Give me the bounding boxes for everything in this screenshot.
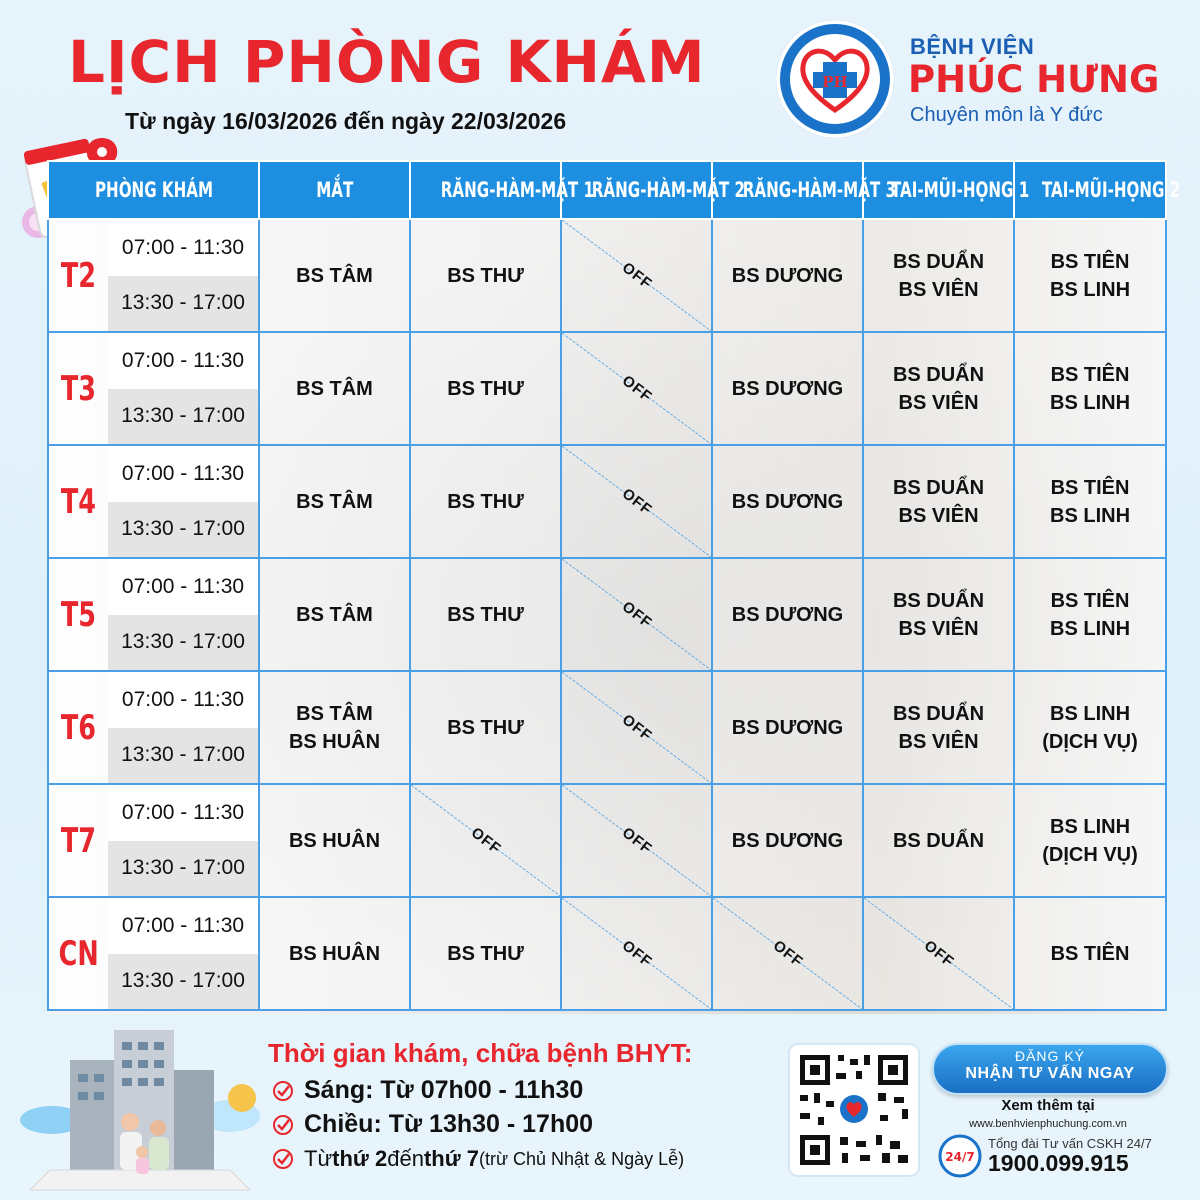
time-slots [108,445,259,558]
table-row [48,332,1166,445]
doctor-cell [712,445,863,558]
bhyt-days-from: Từ [304,1146,333,1171]
see-more-label: Xem thêm tại [1001,1097,1095,1114]
doctor-cell [712,332,863,445]
column-header-clinic: PHÒNG KHÁM [48,161,259,219]
afternoon-slot: 13:30 - 17:00 [108,389,258,445]
doctor-name: BS HUÂN [288,730,381,753]
doctor-name: BS LINH [1050,815,1131,838]
morning-slot: 07:00 - 11:30 [108,785,258,841]
off-label: OFF [618,484,655,519]
doctor-name: BS LINH [1050,504,1131,527]
doctor-name: BS VIÊN [898,391,979,414]
afternoon-slot: 13:30 - 17:00 [108,841,258,897]
doctor-name: BS TÂM [296,702,373,725]
doctor-name: BS TIÊN [1050,363,1130,386]
hotline-24-7-icon [938,1134,982,1178]
off-label: OFF [618,371,655,406]
doctor-cell [1014,784,1166,897]
doctor-cell [863,784,1014,897]
doctor-name: BS DUẨN [892,829,985,852]
website-link[interactable]: www.benhvienphuchung.com.vn [969,1118,1127,1130]
off-cell [561,332,712,445]
logo-emblem [776,20,894,138]
logo-line2: PHÚC HƯNG [908,58,1160,101]
doctor-cell [259,671,410,784]
afternoon-slot: 13:30 - 17:00 [108,502,258,558]
doctor-name: BS HUÂN [288,942,381,965]
doctor-name: BS DƯƠNG [731,716,844,739]
doctor-name: BS TIÊN [1050,942,1130,965]
doctor-name: BS TÂM [296,490,373,513]
column-header: RĂNG-HÀM-MẶT 3 [712,161,863,219]
off-cell [561,558,712,671]
doctor-name: BS THƯ [447,264,524,287]
check-circle-icon [272,1114,294,1136]
doctor-name: BS LINH [1050,278,1131,301]
bhyt-morning-value: Từ 07h00 - 11h30 [380,1076,584,1104]
schedule-table [47,160,1181,1014]
off-label: OFF [618,597,655,632]
off-cell [561,445,712,558]
doctor-name: BS TIÊN [1050,589,1130,612]
afternoon-slot: 13:30 - 17:00 [108,728,258,784]
time-slots [108,671,259,784]
logo-tagline: Chuyên môn là Y đức [910,104,1103,126]
off-label: OFF [920,936,957,971]
hotline-number[interactable]: 1900.099.915 [988,1150,1129,1176]
register-label: ĐĂNG KÝ [1014,1048,1085,1064]
day-label: T7 [48,784,108,897]
doctor-name: BS THƯ [447,490,524,513]
morning-slot: 07:00 - 11:30 [108,559,258,615]
doctor-cell [712,671,863,784]
bhyt-days-end: thứ 7 [423,1146,479,1171]
doctor-name: BS DUẨN [892,250,985,273]
doctor-cell [259,558,410,671]
time-slots [108,897,259,1010]
doctor-cell [712,784,863,897]
table-row [48,558,1166,671]
heart-cross-icon [796,40,874,118]
bhyt-days-start: thứ 2 [332,1146,388,1171]
off-cell [561,219,712,332]
doctor-cell [863,558,1014,671]
doctor-name: BS LINH [1050,617,1131,640]
doctor-cell [259,897,410,1010]
column-header: RĂNG-HÀM-MẶT 1 [410,161,561,219]
doctor-name: (DỊCH VỤ) [1042,730,1138,753]
time-slots [108,558,259,671]
day-label: T6 [48,671,108,784]
doctor-name: BS TIÊN [1050,250,1130,273]
morning-slot: 07:00 - 11:30 [108,898,258,954]
bhyt-morning-label: Sáng: [304,1076,374,1104]
doctor-name: BS VIÊN [898,504,979,527]
doctor-name: BS DƯƠNG [731,603,844,626]
off-label: OFF [618,710,655,745]
doctor-cell [1014,332,1166,445]
table-row [48,897,1166,1010]
morning-slot: 07:00 - 11:30 [108,333,258,389]
doctor-cell [712,558,863,671]
morning-slot: 07:00 - 11:30 [108,446,258,502]
doctor-name: BS THƯ [447,942,524,965]
time-slots [108,332,259,445]
doctor-cell [259,445,410,558]
off-cell [561,784,712,897]
doctor-cell [410,897,561,1010]
hospital-logo [776,20,1176,140]
doctor-cell [863,671,1014,784]
doctor-name: BS TÂM [296,377,373,400]
doctor-name: BS LINH [1050,391,1131,414]
bhyt-afternoon [272,1110,593,1139]
qr-code[interactable] [788,1043,920,1177]
day-label: T2 [48,219,108,332]
doctor-cell [712,219,863,332]
logo-line1: BỆNH VIỆN [910,34,1035,59]
doctor-cell [863,332,1014,445]
bhyt-afternoon-value: Từ 13h30 - 17h00 [388,1110,594,1138]
afternoon-slot: 13:30 - 17:00 [108,615,258,671]
doctor-cell [1014,445,1166,558]
doctor-name: BS THƯ [447,716,524,739]
doctor-cell [410,445,561,558]
day-label: CN [48,897,108,1010]
off-cell [863,897,1014,1010]
table-row [48,445,1166,558]
hospital-building-illustration [10,1020,265,1195]
date-range: Từ ngày 16/03/2026 đến ngày 22/03/2026 [125,108,567,134]
table-row [48,671,1166,784]
bhyt-afternoon-label: Chiều: [304,1110,382,1138]
doctor-name: BS LINH [1050,702,1131,725]
column-header: MẮT [259,161,410,219]
time-slots [108,219,259,332]
doctor-name: BS THƯ [447,377,524,400]
doctor-name: BS TIÊN [1050,476,1130,499]
off-cell [410,784,561,897]
table-row [48,784,1166,897]
off-label: OFF [618,936,655,971]
doctor-cell [259,784,410,897]
hotline-label: Tổng đài Tư vấn CSKH 24/7 [988,1136,1152,1151]
morning-slot: 07:00 - 11:30 [108,672,258,728]
bhyt-title: Thời gian khám, chữa bệnh BHYT: [268,1038,693,1068]
doctor-name: (DỊCH VỤ) [1042,843,1138,866]
doctor-name: BS DƯƠNG [731,377,844,400]
doctor-name: BS TÂM [296,264,373,287]
doctor-name: BS DƯƠNG [731,829,844,852]
register-consult-button[interactable] [932,1043,1168,1095]
off-cell [712,897,863,1010]
off-cell [561,671,712,784]
bhyt-morning [272,1076,583,1105]
consult-label: NHẬN TƯ VẤN NGAY [965,1065,1135,1082]
doctor-cell [1014,219,1166,332]
afternoon-slot: 13:30 - 17:00 [108,954,258,1010]
time-slots [108,784,259,897]
doctor-name: BS DƯƠNG [731,490,844,513]
bhyt-days-note: (trừ Chủ Nhật & Ngày Lễ) [478,1148,685,1169]
doctor-name: BS HUÂN [288,829,381,852]
doctor-cell [1014,558,1166,671]
bhyt-days [272,1146,684,1172]
doctor-cell [410,219,561,332]
doctor-cell [863,445,1014,558]
hotline-badge: 24/7 [945,1150,975,1164]
off-label: OFF [618,258,655,293]
doctor-name: BS VIÊN [898,617,979,640]
doctor-name: BS DUẨN [892,702,985,725]
column-header: RĂNG-HÀM-MẶT 2 [561,161,712,219]
doctor-name: BS TÂM [296,603,373,626]
check-circle-icon [272,1148,294,1170]
doctor-name: BS DUẨN [892,476,985,499]
day-label: T4 [48,445,108,558]
doctor-name: BS VIÊN [898,730,979,753]
doctor-name: BS DUẨN [892,363,985,386]
day-label: T3 [48,332,108,445]
column-header: TAI-MŨI-HỌNG 2 [1014,161,1166,219]
afternoon-slot: 13:30 - 17:00 [108,276,258,332]
doctor-cell [863,219,1014,332]
logo-monogram: PH [822,73,848,91]
day-label: T5 [48,558,108,671]
doctor-cell [410,671,561,784]
morning-slot: 07:00 - 11:30 [108,220,258,276]
off-label: OFF [467,823,504,858]
table-row [48,219,1166,332]
doctor-name: BS THƯ [447,603,524,626]
off-cell [561,897,712,1010]
off-label: OFF [618,823,655,858]
doctor-cell [1014,897,1166,1010]
doctor-cell [410,332,561,445]
doctor-cell [259,332,410,445]
page-title: LỊCH PHÒNG KHÁM [68,28,706,96]
off-label: OFF [769,936,806,971]
doctor-name: BS DƯƠNG [731,264,844,287]
doctor-cell [1014,671,1166,784]
doctor-cell [410,558,561,671]
check-circle-icon [272,1080,294,1102]
bhyt-days-to: đến [387,1146,424,1171]
doctor-name: BS VIÊN [898,278,979,301]
doctor-name: BS DUẨN [892,589,985,612]
doctor-cell [259,219,410,332]
column-header: TAI-MŨI-HỌNG 1 [863,161,1014,219]
